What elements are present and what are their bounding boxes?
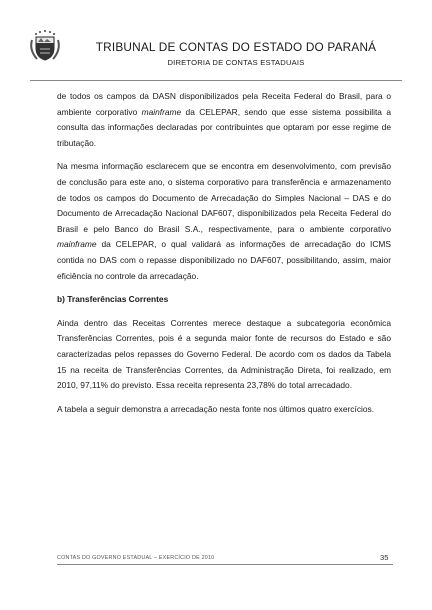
page-body: [57, 89, 391, 425]
department-subtitle: DIRETORIA DE CONTAS ESTADUAIS: [167, 58, 305, 67]
footer-caption: CONTAS DO GOVERNO ESTADUAL – EXERCÍCIO DE 2010: [57, 555, 215, 561]
footer-divider: [57, 564, 393, 565]
header-divider: [30, 80, 402, 81]
paragraph-2-part-a: Na mesma informação esclarecem que se encontra em desenvolvimento, com previsão de conclusão para este ano, o sistema corporativo para transferência e armazenamento de todos os campos do Documento de Arrecadação do Simples Nacional – DAS e do Documento de Arrecadação Nacional DAF607, disponibilizados pela Receita Federal do Brasil e pelo Banco do Brasil S.A., respectivamente, para o ambiente corporativo: [57, 161, 391, 234]
parana-coat-of-arms-icon: [27, 28, 63, 64]
paragraph-1: [57, 89, 391, 151]
paragraph-1-part-a: de todos os campos da DASN disponibilizados pela Receita Federal do Brasil, para o ambiente corporativo: [57, 91, 391, 117]
page-number: 35: [380, 553, 389, 562]
page-header: [0, 0, 432, 80]
paragraph-2-italic-term: mainframe: [57, 239, 97, 250]
paragraph-1-italic-term: mainframe: [141, 106, 182, 117]
paragraph-2: [57, 159, 391, 284]
paragraph-2-part-c: da CELEPAR, o qual validará as informações de arrecadação do ICMS contida no DAS com o repasse disponibilizado no DAF607, possibilitando, assim, maior eficiência no controle da arrecadação.: [57, 239, 391, 281]
paragraph-4: A tabela a seguir demonstra a arrecadação nesta fonte nos últimos quatro exercícios.: [57, 403, 375, 414]
paragraph-1-part-c: da CELEPAR, sendo que esse sistema possibilita a consulta das informações declaradas por contribuintes que optaram por esse regime de tributação.: [57, 106, 391, 148]
institution-title: TRIBUNAL DE CONTAS DO ESTADO DO PARANÁ: [95, 40, 377, 54]
section-heading: b) Transferências Correntes: [57, 294, 169, 305]
paragraph-3: Ainda dentro das Receitas Correntes merece destaque a subcategoria econômica Transferências Correntes, pois é a segunda maior fonte de recursos do Estado e são caracterizadas pelos repasses do Governo Federal. De acordo com os dados da Tabela 15 na receita de Transferências Correntes, da Administração Direta, foi realizado, em 2010, 97,11% do previsto. Essa receita representa 23,78% do total arrecadado.: [57, 317, 391, 391]
